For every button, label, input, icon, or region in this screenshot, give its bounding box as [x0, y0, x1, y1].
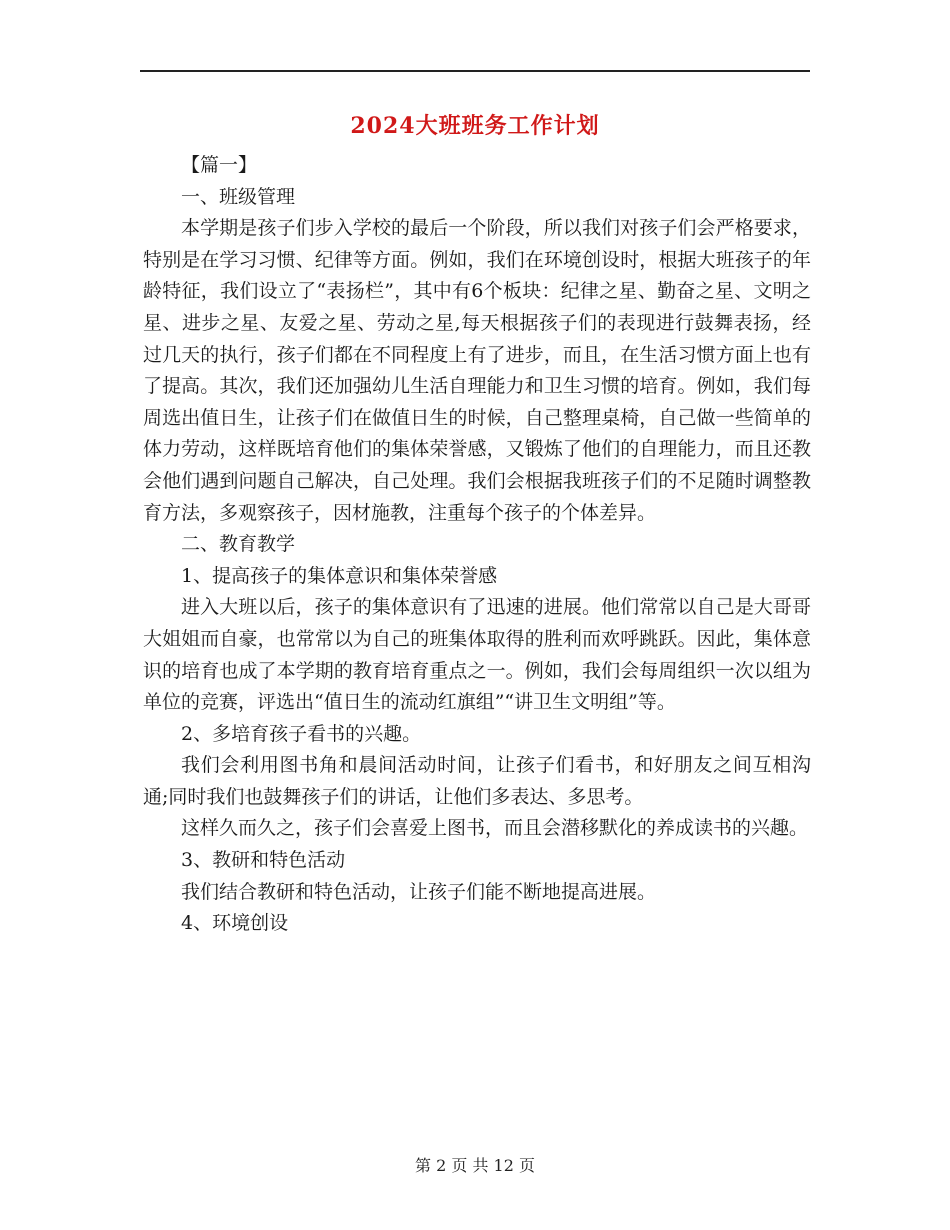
subheading-reading-interest: 2、多培育孩子看书的兴趣。	[181, 722, 422, 745]
document-body	[143, 150, 811, 940]
subheading-environment: 4、环境创设	[181, 912, 289, 935]
paragraph-reading-corner: 我们会利用图书角和晨间活动时间，让孩子们看书，和好朋友之间互相沟通;同时我们也鼓舞孩子们的讲话，让他们多表达、多思考。	[143, 754, 811, 808]
subheading-research-activities: 3、教研和特色活动	[181, 849, 346, 872]
paragraph-reading-habit: 这样久而久之，孩子们会喜爱上图书，而且会潜移默化的养成读书的兴趣。	[181, 817, 809, 840]
subheading-collective-awareness: 1、提高孩子的集体意识和集体荣誉感	[181, 564, 498, 587]
section-label: 【篇一】	[181, 154, 258, 176]
paragraph-collective-awareness: 进入大班以后，孩子的集体意识有了迅速的进展。他们常常以自己是大哥哥大姐姐而自豪，也常常以为自己的班集体取得的胜利而欢呼跳跃。因此，集体意识的培育也成了本学期的教育培育重点之一。例如，我们会每周组织一次以组为单位的竞赛，评选出“值日生的流动红旗组”“讲卫生文明组”等。	[143, 596, 811, 714]
document-title: 2024大班班务工作计划	[350, 113, 600, 139]
paragraph-research-activities: 我们结合教研和特色活动，让孩子们能不断地提高进展。	[181, 880, 657, 903]
page-footer: 第 2 页 共 12 页	[415, 1156, 535, 1175]
header-rule	[140, 70, 810, 72]
heading-class-management: 一、班级管理	[181, 185, 296, 208]
heading-education-teaching: 二、教育教学	[181, 533, 296, 556]
paragraph-class-management: 本学期是孩子们步入学校的最后一个阶段，所以我们对孩子们会严格要求，特别是在学习习惯、纪律等方面。例如，我们在环境创设时，根据大班孩子的年龄特征，我们设立了“表扬栏”，其中有6个板块：纪律之星、勤奋之星、文明之星、进步之星、友爱之星、劳动之星,每天根据孩子们的表现进行鼓舞表扬，经过几天的执行，孩子们都在不同程度上有了进步，而且，在生活习惯方面上也有了提高。其次，我们还加强幼儿生活自理能力和卫生习惯的培育。例如，我们每周选出值日生，让孩子们在做值日生的时候，自己整理桌椅，自己做一些简单的体力劳动，这样既培育他们的集体荣誉感，又锻炼了他们的自理能力，而且还教会他们遇到问题自己解决，自己处理。我们会根据我班孩子们的不足随时调整教育方法，多观察孩子，因材施教，注重每个孩子的个体差异。	[143, 217, 811, 524]
